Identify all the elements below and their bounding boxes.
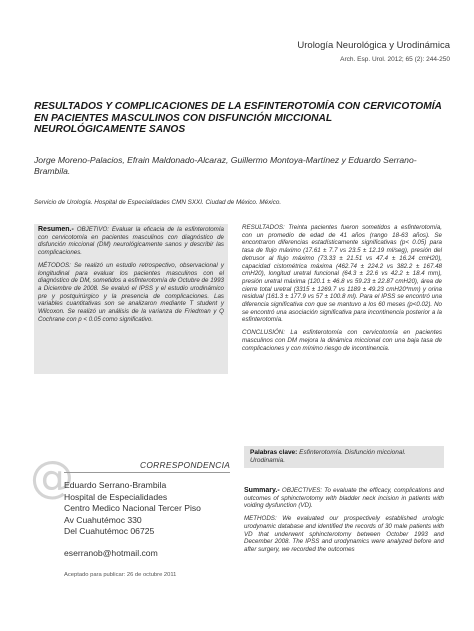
- correspondence-email[interactable]: eserranob@hotmail.com: [64, 548, 158, 558]
- accepted-date: Aceptado para publicar: 26 de octubre 2011: [64, 572, 177, 578]
- keywords-value: Esfinterotomía. Disfunción miccional. Urodinamia.: [250, 449, 406, 464]
- correspondence-address: [64, 480, 201, 538]
- address-line: Del Cuahutémoc 06725: [64, 526, 155, 536]
- resumen-right-column: [242, 224, 442, 357]
- resumen-metodos: MÉTODOS: Se realizó un estudio retrospectivo, observacional y longitudinal para evaluar los pacientes masculinos con el diagnóstico de DM, sometidos a esfinterotomía de Octubre de 1993 a Diciembre de 2008. Se evaluó el IPSS y el estudio urodinámico pre y postquirúrgico y la presencia de complicaciones. Las variables cuantitativas son se analizaron mediante T student y Wilcoxon. Se realizó un análisis de la varianza de Friedman y Q Cochrane con p < 0.05 como significativo.: [38, 261, 224, 323]
- at-icon: @: [30, 452, 74, 503]
- address-line: Hospital de Especialidades: [64, 491, 168, 502]
- article-title: RESULTADOS Y COMPLICACIONES DE LA ESFINTEROTOMÍA CON CERVICOTOMÍA EN PACIENTES MASCULINOS CON DISFUNCIÓN MICCIONAL NEUROLÓGICAMENTE SANOS: [34, 101, 442, 135]
- resumen-objetivo: OBJETIVO: Evaluar la eficacia de la esfinterotomía con cervicotomía en pacientes masculinos con diagnóstico de disfunción miccional (DM) neurológicamente sanos y describir las complicaciones.: [38, 226, 224, 257]
- address-line: Av Cuahutémoc 330: [64, 514, 142, 525]
- article-authors: Jorge Moreno-Palacios, Efrain Maldonado-Alcaraz, Guillermo Montoya-Martínez y Eduardo Serrano-Brambila.: [34, 155, 417, 176]
- resumen-resultados: RESULTADOS: Treinta pacientes fueron sometidos a esfinterotomía, con un promedio de edad de 41 años (rango 18-63 años). Se encontraron diferencias estadísticamente significativas (p< 0.05) para tasa de flujo máximo (17.61 ± 7.7 vs 23.5 ± 12.19 ml/seg), presión del detrusor al flujo máximo (73.33 ± 21.51 vs 47.4 ± 16.24 cmH20), capacidad cistométrica máxima (462.74 ± 224.2 vs 382.2 ± 167.48 cmH20), longitud uretral funcional (64.3 ± 22.6 vs 42.2 ± 18.4 mm), presión uretral máxima (120.1 ± 46.8 vs 59.23 ± 22.87 cmH20), área de cierre total uretral (3315 ± 1269.7 vs 1189 ± 49.23 cmH20*mm) y orina residual (161.3 ± 177.9 vs 57 ± 100.8 ml). Para el IPSS se encontró una diferencia significativa con que se mantuvo a los 60 meses (p<0.02). No se encontró una asociación significativa para incontinencia posterior a la esfinterotomía.: [242, 224, 442, 324]
- address-line: Eduardo Serrano-Brambila: [64, 480, 167, 490]
- journal-reference: Arch. Esp. Urol. 2012; 65 (2): 244-250: [340, 56, 450, 63]
- summary-block: [244, 487, 444, 559]
- summary-methods: METHODS: We evaluated our prospectively established urologic urodynamic database and identified the records of 30 male patients with VD that underwent sphincterotomy between October 1993 and December 2008. The IPSS and urodynamics were analyzed before and after surgery, we recorded the outcomes: [244, 515, 444, 553]
- address-line: Centro Medico Nacional Tercer Piso: [64, 503, 201, 513]
- correspondence-divider: [64, 472, 230, 473]
- resumen-label: Resumen.-: [38, 226, 74, 233]
- resumen-objetivo-paragraph: [38, 226, 224, 257]
- summary-objectives: OBJECTIVES: To evaluate the efficacy, complications and outcomes of sphincterotomy with bladder neck incision in patients with voiding dysfunction (VD).: [244, 487, 444, 510]
- correspondence-title: CORRESPONDENCIA: [140, 460, 231, 470]
- summary-objectives-paragraph: [244, 487, 444, 510]
- resumen-conclusion: CONCLUSIÓN: La esfinterotomía con cervicotomía en pacientes masculinos con DM mejora la dinámica miccional con una baja tasa de complicaciones y con mínimo riesgo de incontinencia.: [242, 329, 442, 352]
- keywords-box: [244, 446, 444, 468]
- article-affiliation: Servicio de Urología. Hospital de Especialidades CMN SXXI. Ciudad de México. México.: [34, 199, 282, 206]
- summary-label: Summary.-: [244, 487, 280, 494]
- resumen-block: [34, 224, 228, 374]
- keywords-label: Palabras clave:: [250, 449, 298, 456]
- journal-name: Urología Neurológica y Urodinámica: [297, 40, 450, 51]
